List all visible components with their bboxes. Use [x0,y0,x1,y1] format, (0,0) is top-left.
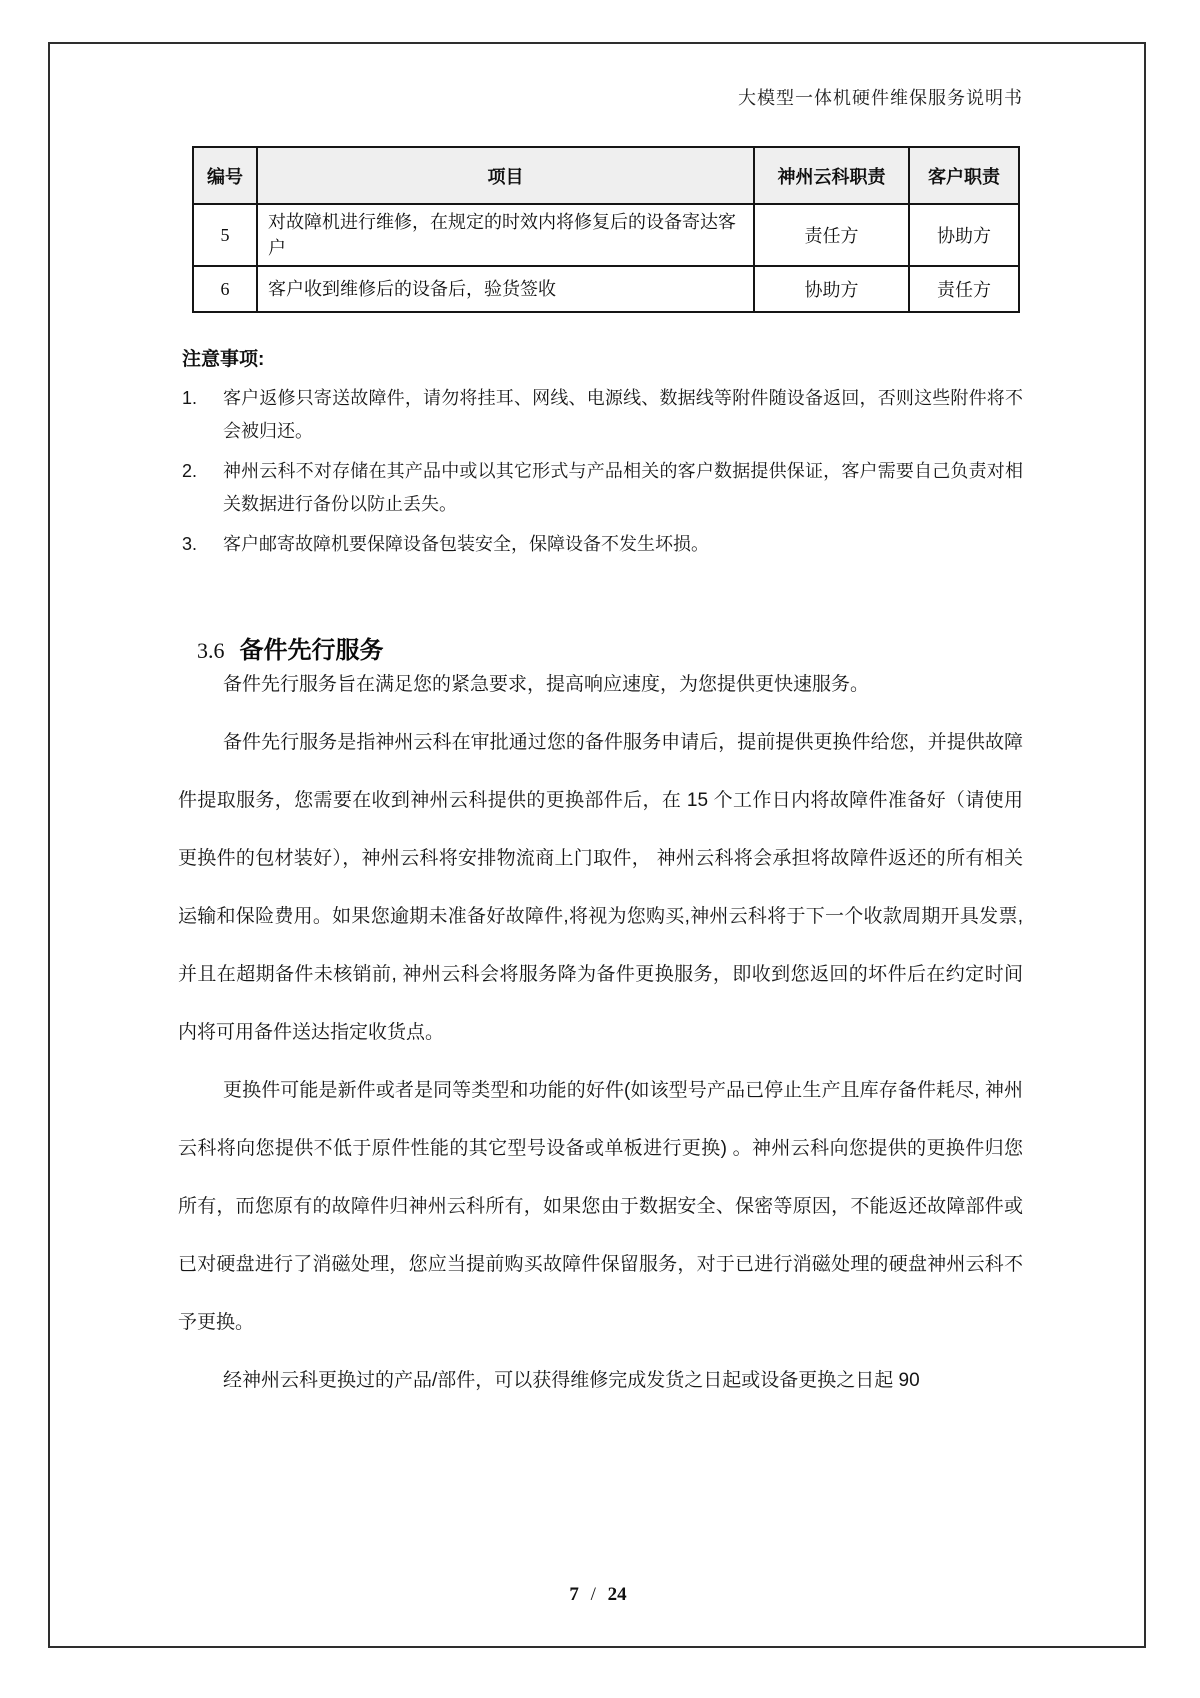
column-header-vendor-duty: 神州云科职责 [754,147,909,204]
responsibility-table [192,146,1020,313]
table-row [193,204,1019,266]
row-number-cell: 6 [193,266,257,312]
section-body [178,656,1023,1410]
note-number: 3. [182,534,198,554]
notes-list [182,382,1023,568]
column-header-item: 项目 [257,147,754,204]
row-vendor-duty-cell: 协助方 [754,266,909,312]
current-page-number: 7 [569,1584,579,1605]
row-number-cell: 5 [193,204,257,266]
table-header-row [193,147,1019,204]
column-header-customer-duty: 客户职责 [909,147,1019,204]
note-text: 客户返修只寄送故障件，请勿将挂耳、网线、电源线、数据线等附件随设备返回，否则这些附件将不会被归还。 [223,388,1023,441]
note-number: 2. [182,461,198,481]
body-paragraph: 更换件可能是新件或者是同等类型和功能的好件(如该型号产品已停止生产且库存备件耗尽, 神州云科将向您提供不低于原件性能的其它型号设备或单板进行更换) 。神州云科向您提供的更换件归您所有，而您原有的故障件归神州云科所有，如果您由于数据安全、保密等原因，不能返还故障部件或已对硬盘进行了消磁处理，您应当提前购买故障件保留服务，对于已进行消磁处理的硬盘神州云科不予更换。 [178,1080,1023,1333]
body-paragraph: 经神州云科更换过的产品/部件，可以获得维修完成发货之日起或设备更换之日起 90 [223,1370,920,1391]
list-item [182,455,1023,521]
list-item [182,382,1023,448]
body-paragraph: 备件先行服务是指神州云科在审批通过您的备件服务申请后，提前提供更换件给您，并提供故障件提取服务，您需要在收到神州云科提供的更换部件后，在 15 个工作日内将故障件准备好（请使用更换件的包材装好），神州云科将安排物流商上门取件， 神州云科将会承担将故障件返还的所有相关运输和保险费用。如果您逾期未准备好故障件,将视为您购买,神州云科将于下一个收款周期开具发票, 并且在超期备件未核销前, 神州云科会将服务降为备件更换服务，即收到您返回的坏件后在约定时间内将可用备件送达指定收货点。 [178,732,1023,1043]
list-item [182,528,1023,561]
row-customer-duty-cell: 协助方 [909,204,1019,266]
document-header-title: 大模型一体机硬件维保服务说明书 [738,88,1023,108]
page-number-footer [48,1584,1148,1606]
row-item-cell: 对故障机进行维修，在规定的时效内将修复后的设备寄达客户 [257,204,754,266]
total-page-count: 24 [607,1584,627,1605]
notes-section-title: 注意事项: [182,349,265,370]
note-number: 1. [182,388,198,408]
body-paragraph: 备件先行服务旨在满足您的紧急要求，提高响应速度，为您提供更快速服务。 [223,674,870,695]
page-number-separator: / [590,1584,596,1605]
note-text: 神州云科不对存储在其产品中或以其它形式与产品相关的客户数据提供保证，客户需要自己负责对相关数据进行备份以防止丢失。 [223,461,1023,514]
row-item-cell: 客户收到维修后的设备后，验货签收 [257,266,754,312]
section-title: 备件先行服务 [239,637,384,664]
table-row [193,266,1019,312]
section-number: 3.6 [197,638,225,663]
row-customer-duty-cell: 责任方 [909,266,1019,312]
row-vendor-duty-cell: 责任方 [754,204,909,266]
column-header-number: 编号 [193,147,257,204]
note-text: 客户邮寄故障机要保障设备包装安全，保障设备不发生坏损。 [223,534,709,554]
